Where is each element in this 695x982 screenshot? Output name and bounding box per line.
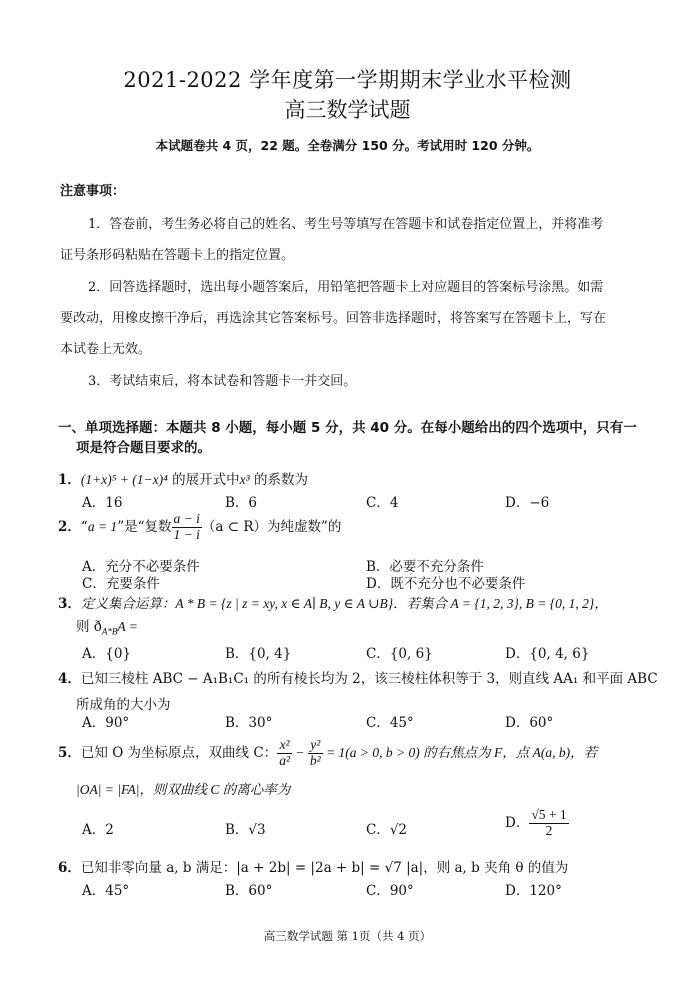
q4-line-1: 已知三棱柱 ABC − A₁B₁C₁ 的所有棱长均为 2，该三棱柱体积等于 3，则直线 AA₁ 和平面 ABC xyxy=(80,671,658,687)
note-3-line-1: 3．考试结束后，将本试卷和答题卡一并交回。 xyxy=(88,374,357,389)
q6-option-a: A．45° xyxy=(82,883,130,899)
q3-complement: 则 ð xyxy=(76,619,102,635)
question-2 xyxy=(58,512,341,543)
page-subtitle: 高三数学试题 xyxy=(284,98,411,122)
question-number: 3． xyxy=(58,596,81,612)
note-1-line-1: 1．答卷前，考生务必将自己的姓名、考生号等填写在答题卡和试卷指定位置上，并将准考 xyxy=(88,217,604,232)
q2-condition: a = 1 xyxy=(87,518,118,534)
q2-option-b: B．必要不充分条件 xyxy=(366,559,484,575)
q6-line-1: 已知非零向量 a, b 满足：|a + 2b| = |2a + b| = √7 |a|，则 a, b 夹角 θ 的值为 xyxy=(80,860,569,876)
q5-line-2: |OA| = |FA|，则双曲线 C 的离心率为 xyxy=(76,782,291,797)
q2-numerator: a − i xyxy=(173,511,200,526)
q3-option-d: D．{0, 4, 6} xyxy=(505,646,590,662)
section-1-heading-cont: 项是符合题目要求的。 xyxy=(76,440,211,456)
q5-x-numerator: x² xyxy=(277,738,292,754)
q5-post: = 1(a > 0, b > 0) 的右焦点为 F，点 A(a, b)，若 xyxy=(322,744,598,760)
q1-option-b: B．6 xyxy=(225,495,258,511)
q4-option-c: C．45° xyxy=(366,715,414,731)
q5-option-d xyxy=(505,808,569,839)
page-footer: 高三数学试题 第 1页（共 4 页） xyxy=(263,929,432,943)
question-1 xyxy=(58,468,308,488)
q1-variable: x³ xyxy=(239,472,250,487)
question-5 xyxy=(58,738,597,769)
q1-expression: (1+x)⁵ + (1−x)⁴ xyxy=(80,472,168,487)
q6-option-d: D．120° xyxy=(505,883,562,899)
q5-option-d-numerator: √5 + 1 xyxy=(531,807,567,822)
q2-open-quote: “ xyxy=(80,518,88,535)
q5-option-b: B．√3 xyxy=(225,822,266,838)
q5-x-denominator: a² xyxy=(279,752,290,768)
q6-option-c: C．90° xyxy=(366,883,414,899)
q6-option-b: B．60° xyxy=(225,883,273,899)
q1-option-a: A．16 xyxy=(82,495,123,511)
q2-fraction xyxy=(172,512,202,543)
q5-option-d-denominator: 2 xyxy=(545,822,553,838)
q3-line-1: 定义集合运算：A * B = {z | z = xy, x ∈ A∣ B, y ∈ A ∪B}．若集合 A = {1, 2, 3}, B = {0, 1, 2}， xyxy=(80,596,608,611)
page-title: 2021-2022 学年度第一学期期末学业水平检测 xyxy=(123,68,572,92)
question-number: 5． xyxy=(58,744,81,761)
q5-y-fraction xyxy=(308,738,323,769)
q2-option-c: C．充要条件 xyxy=(82,576,160,592)
note-2-line-2: 要改动，用橡皮擦干净后，再选涂其它答案标号。回答非选择题时，将答案写在答题卡上，写在 xyxy=(60,311,607,326)
question-4 xyxy=(58,667,658,687)
question-3 xyxy=(58,592,608,612)
note-1-line-2: 证号条形码粘贴在答题卡上的指定位置。 xyxy=(60,248,295,263)
q3-complement-sub: A*B xyxy=(101,626,118,637)
q5-option-c: C．√2 xyxy=(366,822,408,838)
question-6 xyxy=(58,856,568,876)
q4-line-2: 所成角的大小为 xyxy=(76,697,171,713)
q3-option-b: B．{0, 4} xyxy=(225,646,292,662)
question-number: 4． xyxy=(58,671,81,687)
q2-denominator: 1 − i xyxy=(173,526,200,542)
q3-option-c: C．{0, 6} xyxy=(366,646,433,662)
note-2-line-3: 本试卷上无效。 xyxy=(60,342,152,357)
q5-y-numerator: y² xyxy=(308,738,323,754)
section-1-heading: 一、单项选择题：本题共 8 小题，每小题 5 分，共 40 分。在每小题给出的四个选项中，只有一 xyxy=(58,420,637,436)
q2-option-d: D．既不充分也不必要条件 xyxy=(366,576,526,592)
exam-intro: 本试题卷共 4 页，22 题。全卷满分 150 分。考试用时 120 分钟。 xyxy=(155,138,540,153)
q3-line-2 xyxy=(76,615,138,637)
question-number: 1． xyxy=(58,472,81,488)
q4-option-a: A．90° xyxy=(82,715,130,731)
q3-option-a: A．{0} xyxy=(82,646,132,662)
question-number: 6． xyxy=(58,860,81,876)
q1-tail: 的系数为 xyxy=(249,472,308,488)
q5-y-denominator: b² xyxy=(309,752,321,768)
q5-minus: − xyxy=(292,744,308,760)
notes-heading: 注意事项： xyxy=(60,184,126,199)
q1-text: 的展开式中 xyxy=(167,472,240,488)
q1-option-c: C．4 xyxy=(366,495,399,511)
q5-option-a: A．2 xyxy=(82,822,114,838)
q3-complement-tail: A = xyxy=(117,619,138,634)
q2-option-a: A．充分不必要条件 xyxy=(82,559,200,575)
q5-option-d-fraction xyxy=(529,808,568,839)
q2-mid: ”是“复数 xyxy=(117,518,172,535)
q2-paren: （a ⊂ R）为纯虚数”的 xyxy=(201,518,342,535)
q4-option-b: B．30° xyxy=(225,715,273,731)
q5-option-d-label: D． xyxy=(505,814,530,831)
q5-pre: 已知 O 为坐标原点，双曲线 C： xyxy=(80,744,278,761)
question-number: 2． xyxy=(58,518,81,535)
q4-option-d: D．60° xyxy=(505,715,554,731)
q1-option-d: D．−6 xyxy=(505,495,550,511)
q5-x-fraction xyxy=(277,738,292,769)
note-2-line-1: 2．回答选择题时，选出每小题答案后，用铅笔把答题卡上对应题目的答案标号涂黑。如需 xyxy=(88,280,604,295)
